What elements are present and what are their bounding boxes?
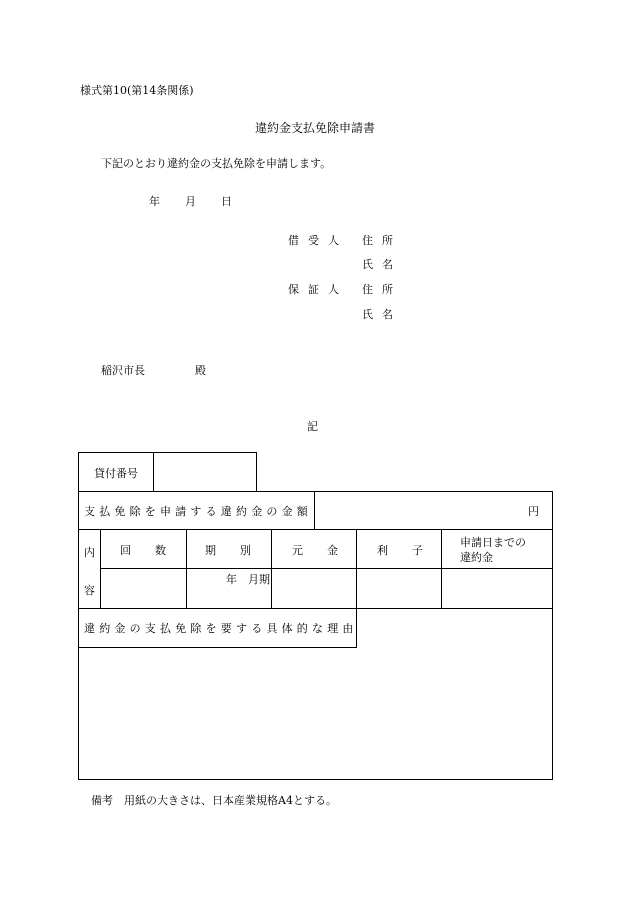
loan-number-label: 貸付番号 — [94, 467, 138, 480]
addressee-mayor: 稲沢市長 — [101, 364, 145, 377]
header-penalty-line1: 申請日までの — [460, 536, 526, 549]
ki-label: 記 — [307, 420, 318, 433]
header-period: 期別 — [205, 544, 275, 557]
date-day: 日 — [221, 195, 232, 208]
guarantor-name-label: 氏名 — [362, 308, 402, 321]
header-count: 回数 — [120, 544, 190, 557]
document-title: 違約金支払免除申請書 — [255, 121, 376, 135]
intro-text: 下記のとおり違約金の支払免除を申請します。 — [101, 157, 332, 170]
borrower-address-label: 住所 — [362, 234, 402, 247]
header-penalty-line2: 違約金 — [460, 551, 493, 564]
header-principal: 元金 — [292, 544, 362, 557]
content-label-bottom: 容 — [84, 584, 95, 597]
form-number: 様式第10(第14条関係) — [80, 84, 194, 97]
content-label-top: 内 — [84, 546, 95, 559]
guarantor-label: 保証人 — [288, 283, 348, 296]
guarantor-address-label: 住所 — [362, 283, 402, 296]
date-year: 年 — [149, 195, 160, 208]
borrower-name-label: 氏名 — [362, 258, 402, 271]
reason-label: 違約金の支払免除を要する具体的な理由 — [84, 622, 358, 635]
period-unit: 年 月期 — [226, 573, 270, 586]
header-interest: 利子 — [377, 544, 447, 557]
addressee-honorific: 殿 — [195, 364, 206, 377]
borrower-label: 借受人 — [288, 234, 348, 247]
amount-unit: 円 — [528, 505, 539, 518]
amount-label: 支払免除を申請する違約金の金額 — [84, 505, 312, 518]
date-month: 月 — [185, 195, 196, 208]
footnote: 備考 用紙の大きさは、日本産業規格A4とする。 — [91, 794, 337, 807]
